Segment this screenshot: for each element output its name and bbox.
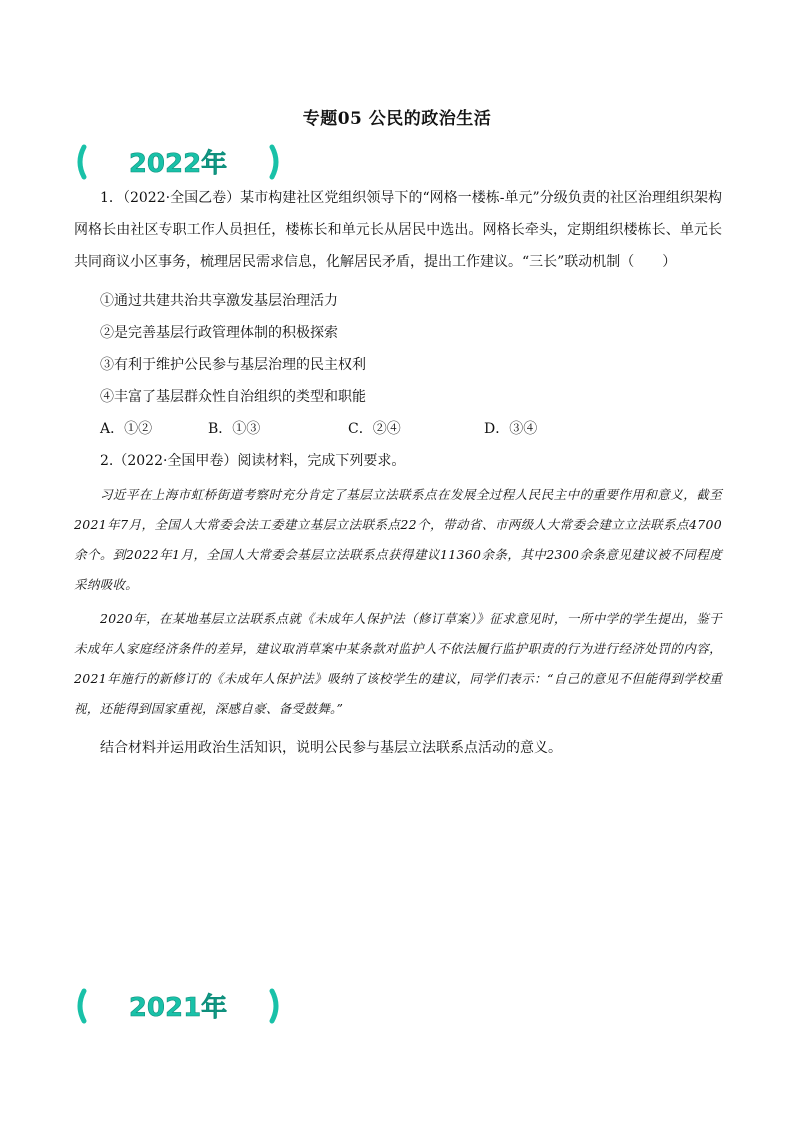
year-banner-2021	[74, 988, 284, 1024]
option-3: ③有利于维护公民参与基层治理的民主权利	[100, 357, 366, 373]
question-2-stem: 2.（2022·全国甲卷）阅读材料，完成下列要求。	[100, 453, 406, 469]
material-paragraph-1: 习近平在上海市虹桥街道考察时充分肯定了基层立法联系点在发展全过程人民民主中的重要作用和意义，截至2021年7月，全国人大常委会法工委建立基层立法联系点22个，带动省、市两级人大常委会建立立法联系点4700余个。到2022年1月，全国人大常委会基层立法联系点获得建议11360余条，其中2300余条意见建议被不同程度采纳吸收。	[74, 487, 722, 592]
choice-b: B．①③	[208, 421, 261, 437]
year-banner-2022	[74, 144, 284, 180]
question-2-prompt: 结合材料并运用政治生活知识，说明公民参与基层立法联系点活动的意义。	[100, 740, 562, 756]
option-1: ①通过共建共治共享激发基层治理活力	[100, 293, 338, 309]
year-label-2022: 2022年	[128, 149, 228, 179]
option-2: ②是完善基层行政管理体制的积极探索	[100, 325, 338, 341]
choice-d: D．③④	[484, 421, 538, 437]
question-1-stem: 1．（2022·全国乙卷）某市构建社区党组织领导下的“网格一楼栋-单元”分级负责的社区治理组织架构网格长由社区专职工作人员担任，楼栋长和单元长从居民中选出。网格长牵头，定期组织楼栋长、单元长共同商议小区事务，梳理居民需求信息，化解居民矛盾，提出工作建议。“三长”联动机制（ ）	[74, 190, 722, 270]
answer-choices	[100, 418, 660, 440]
year-label-2021: 2021年	[128, 993, 228, 1023]
page-title: 专题05 公民的政治生活	[302, 109, 492, 129]
material-paragraph-2: 2020年，在某地基层立法联系点就《未成年人保护法（修订草案）》征求意见时，一所中学的学生提出，鉴于未成年人家庭经济条件的差异，建议取消草案中某条款对监护人不依法履行监护职责的行为进行经济处罚的内容，2021年施行的新修订的《未成年人保护法》吸纳了该校学生的建议，同学们表示：“自己的意见不但能得到学校重视，还能得到国家重视，深感自豪、备受鼓舞。”	[74, 611, 722, 716]
option-4: ④丰富了基层群众性自治组织的类型和职能	[100, 389, 366, 405]
choice-c: C．②④	[348, 421, 401, 437]
choice-a: A．①②	[100, 421, 153, 437]
